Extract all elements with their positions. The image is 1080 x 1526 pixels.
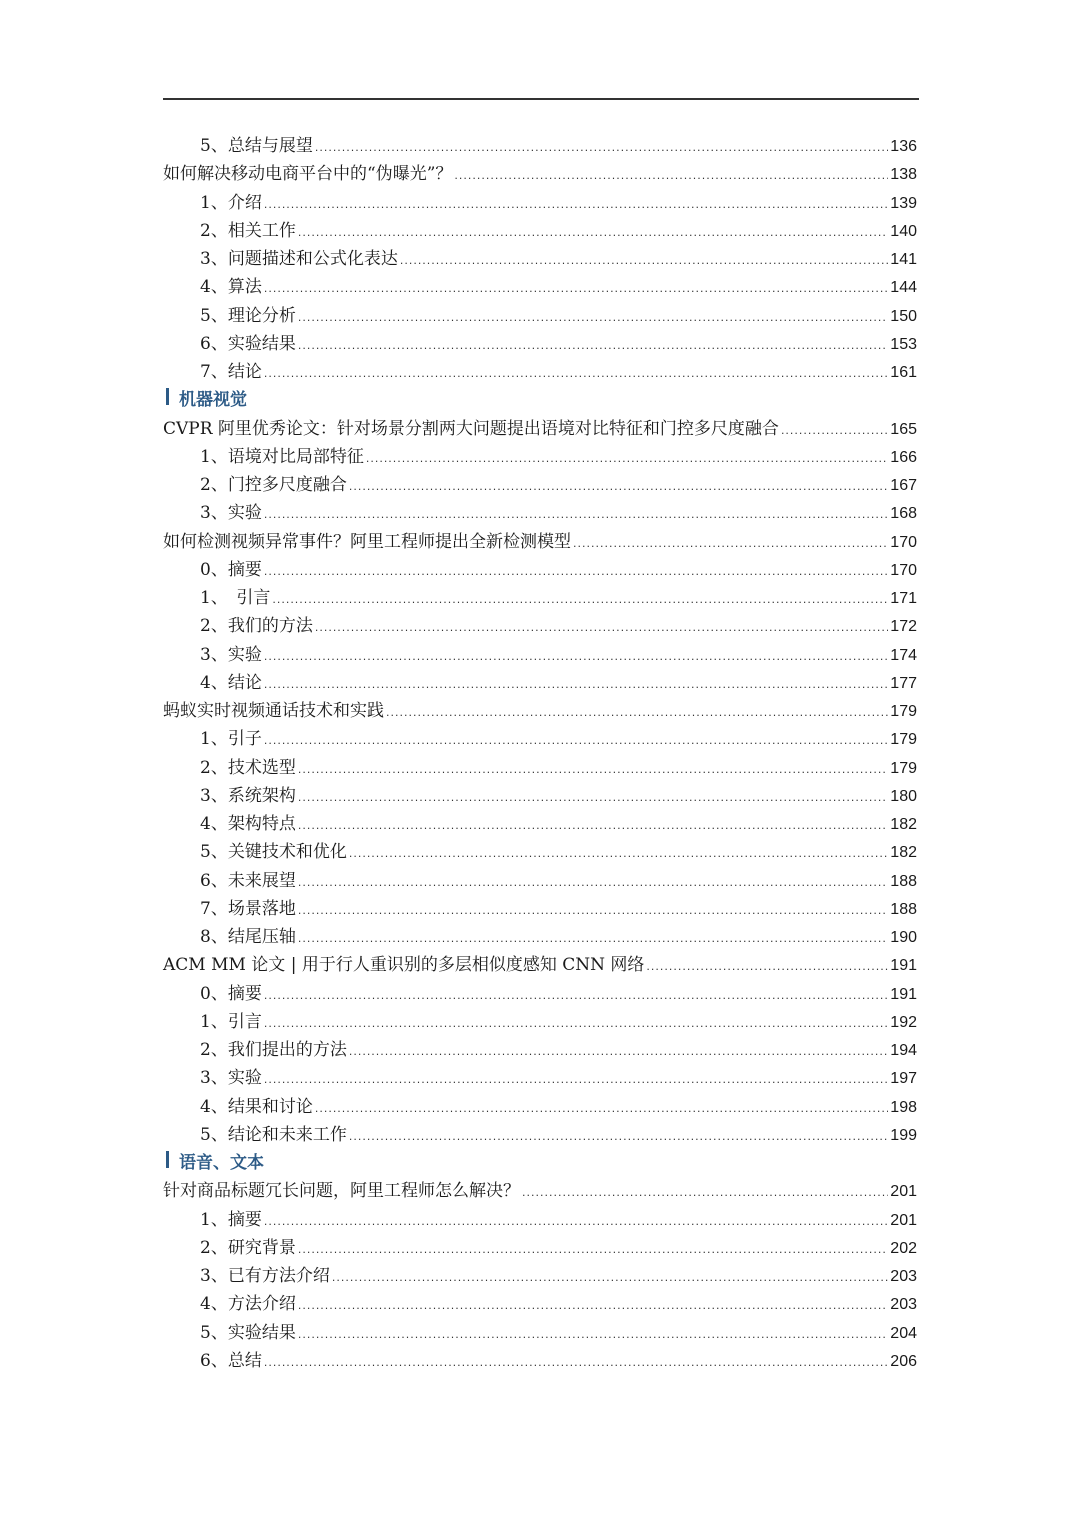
page-number: 153	[890, 335, 917, 353]
toc-subentry[interactable]	[163, 302, 917, 330]
page-number: 179	[890, 731, 917, 749]
entry-title: 6、总结	[200, 1350, 262, 1371]
page-number: 192	[890, 1013, 917, 1031]
toc-subentry[interactable]	[163, 641, 917, 669]
page-number: 204	[890, 1324, 917, 1342]
page-number: 198	[890, 1098, 917, 1116]
dot-leader	[298, 812, 888, 840]
dot-leader	[298, 897, 888, 925]
entry-title: 1、引子	[200, 729, 262, 750]
toc-subentry[interactable]	[163, 499, 917, 527]
entry-title: ACM MM 论文 | 用于行人重识别的多层相似度感知 CNN 网络	[163, 955, 645, 976]
page-number: 166	[890, 448, 917, 466]
toc-subentry[interactable]	[163, 1347, 917, 1375]
dot-leader	[264, 275, 888, 303]
page-number: 171	[890, 590, 917, 607]
section-bar-icon	[166, 388, 169, 405]
entry-title: 3、实验	[200, 503, 262, 524]
toc-subentry[interactable]	[163, 245, 917, 273]
entry-title: 0、摘要	[200, 983, 262, 1004]
section-title: 语音、文本	[179, 1153, 264, 1173]
entry-title: 5、实验结果	[200, 1322, 296, 1343]
dot-leader	[315, 614, 888, 642]
toc-entry[interactable]	[163, 1177, 917, 1205]
dot-leader	[522, 1179, 888, 1207]
entry-title: 5、理论分析	[200, 305, 296, 326]
page-number: 182	[890, 816, 917, 833]
entry-title: 5、关键技术和优化	[200, 842, 347, 863]
page-number: 136	[890, 138, 917, 155]
dot-leader	[264, 727, 888, 755]
entry-title: 2、技术选型	[200, 757, 296, 778]
toc-subentry[interactable]	[163, 669, 917, 697]
page-number: 174	[890, 646, 917, 664]
dot-leader	[646, 953, 888, 981]
dot-leader	[298, 756, 888, 784]
toc-subentry[interactable]	[163, 895, 917, 923]
dot-leader	[264, 360, 888, 388]
toc-subentry[interactable]	[163, 1036, 917, 1064]
entry-title: 3、系统架构	[200, 785, 296, 806]
dot-leader	[264, 1010, 888, 1038]
entry-title: 4、架构特点	[200, 814, 296, 834]
toc-subentry[interactable]	[163, 867, 917, 895]
toc-subentry[interactable]	[163, 1121, 917, 1149]
dot-leader	[349, 473, 888, 501]
page-number: 202	[890, 1239, 917, 1257]
dot-leader	[349, 840, 888, 868]
page-number: 199	[890, 1126, 917, 1144]
page-number: 140	[890, 222, 917, 240]
toc-subentry[interactable]	[163, 1319, 917, 1347]
page-number: 191	[890, 957, 917, 975]
toc-section-heading	[163, 386, 917, 414]
toc-subentry[interactable]	[163, 358, 917, 386]
toc-subentry[interactable]	[163, 1064, 917, 1092]
dot-leader	[349, 1038, 888, 1066]
dot-leader	[264, 1066, 888, 1094]
entry-title: 3、实验	[200, 644, 262, 665]
dot-leader	[298, 1236, 888, 1264]
table-of-contents	[163, 132, 917, 1375]
page-number: 141	[890, 251, 917, 268]
entry-title: 针对商品标题冗长问题，阿里工程师怎么解决？	[163, 1181, 520, 1202]
page-number: 203	[890, 1268, 917, 1285]
toc-entry[interactable]	[163, 528, 917, 556]
page-number: 138	[890, 166, 917, 184]
toc-entry[interactable]	[163, 697, 917, 725]
dot-leader	[264, 1208, 888, 1236]
page-number: 197	[890, 1070, 917, 1088]
page-number: 206	[890, 1352, 917, 1370]
page-number: 144	[890, 279, 917, 297]
dot-leader	[332, 1264, 888, 1292]
entry-title: 蚂蚁实时视频通话技术和实践	[163, 701, 384, 721]
entry-title: 1、介绍	[200, 192, 262, 213]
entry-title: 4、算法	[200, 277, 262, 298]
page-number: 180	[890, 787, 917, 805]
entry-title: 3、已有方法介绍	[200, 1266, 330, 1286]
toc-subentry[interactable]	[163, 725, 917, 753]
page-number: 201	[890, 1183, 917, 1201]
toc-subentry[interactable]	[163, 612, 917, 640]
toc-subentry[interactable]	[163, 838, 917, 866]
dot-leader	[315, 134, 888, 162]
toc-subentry[interactable]	[163, 1008, 917, 1036]
page-number: 161	[890, 364, 917, 381]
toc-subentry[interactable]	[163, 443, 917, 471]
page-number: 201	[890, 1211, 917, 1229]
toc-subentry[interactable]	[163, 754, 917, 782]
entry-title: CVPR 阿里优秀论文：针对场景分割两大问题提出语境对比特征和门控多尺度融合	[163, 418, 779, 439]
entry-title: 1、摘要	[200, 1209, 262, 1230]
entry-title: 4、结论	[200, 672, 262, 693]
dot-leader	[298, 304, 888, 332]
entry-title: 6、未来展望	[200, 870, 296, 891]
toc-entry[interactable]	[163, 951, 917, 979]
page-number: 179	[890, 759, 917, 777]
entry-title: 1、语境对比局部特征	[200, 446, 364, 467]
toc-subentry[interactable]	[163, 1093, 917, 1121]
entry-title: 3、实验	[200, 1068, 262, 1089]
entry-title: 6、实验结果	[200, 333, 296, 354]
page-number: 167	[890, 477, 917, 494]
page-number: 177	[890, 674, 917, 692]
toc-subentry[interactable]	[163, 810, 917, 838]
section-bar-icon	[166, 1151, 169, 1168]
page-number: 179	[890, 703, 917, 720]
toc-subentry[interactable]	[163, 1206, 917, 1234]
toc-subentry[interactable]	[163, 189, 917, 217]
entry-title: 7、场景落地	[200, 898, 296, 919]
dot-leader	[264, 191, 888, 219]
toc-subentry[interactable]	[163, 584, 917, 612]
entry-title: 0、摘要	[200, 559, 262, 580]
page-number: 170	[890, 533, 917, 551]
dot-leader	[264, 982, 888, 1010]
toc-entry[interactable]	[163, 160, 917, 188]
dot-leader	[573, 530, 888, 558]
entry-title: 如何检测视频异常事件？阿里工程师提出全新检测模型	[163, 531, 571, 552]
page-number: 165	[890, 420, 917, 438]
dot-leader	[349, 1123, 888, 1151]
entry-title: 1、引言	[200, 1011, 262, 1032]
toc-subentry[interactable]	[163, 330, 917, 358]
entry-title: 4、结果和讨论	[200, 1096, 313, 1117]
dot-leader	[298, 219, 888, 247]
dot-leader	[315, 1095, 888, 1123]
entry-title: 2、相关工作	[200, 220, 296, 241]
dot-leader	[298, 925, 888, 953]
entry-title: 8、结尾压轴	[200, 927, 296, 947]
entry-title: 2、我们提出的方法	[200, 1040, 347, 1060]
dot-leader	[298, 1292, 888, 1320]
dot-leader	[400, 247, 888, 275]
dot-leader	[298, 869, 888, 897]
entry-title: 7、结论	[200, 362, 262, 382]
dot-leader	[264, 1349, 888, 1377]
page-number: 194	[890, 1042, 917, 1059]
toc-subentry[interactable]	[163, 556, 917, 584]
dot-leader	[386, 699, 888, 727]
entry-title: 2、研究背景	[200, 1237, 296, 1258]
dot-leader	[264, 671, 888, 699]
dot-leader	[264, 558, 888, 586]
dot-leader	[264, 501, 888, 529]
entry-title: 3、问题描述和公式化表达	[200, 249, 398, 269]
entry-title: 如何解决移动电商平台中的“伪曝光”？	[163, 164, 453, 185]
entry-title: 5、结论和未来工作	[200, 1124, 347, 1145]
section-title: 机器视觉	[179, 390, 247, 411]
entry-title: 4、方法介绍	[200, 1294, 296, 1315]
page-number: 150	[890, 307, 917, 325]
toc-subentry[interactable]	[163, 273, 917, 301]
entry-title: 2、我们的方法	[200, 616, 313, 637]
entry-title: 1、 引言	[200, 588, 271, 608]
page-number: 172	[890, 618, 917, 636]
header-rule	[163, 98, 919, 100]
toc-subentry[interactable]	[163, 132, 917, 160]
toc-subentry[interactable]	[163, 980, 917, 1008]
entry-title: 2、门控多尺度融合	[200, 475, 347, 495]
page-number: 191	[890, 985, 917, 1003]
toc-subentry[interactable]	[163, 1262, 917, 1290]
page-number: 190	[890, 929, 917, 946]
dot-leader	[781, 417, 888, 445]
page-number: 203	[890, 1296, 917, 1314]
page-number: 170	[890, 561, 917, 579]
entry-title: 5、总结与展望	[200, 136, 313, 156]
dot-leader	[298, 332, 888, 360]
toc-subentry[interactable]	[163, 782, 917, 810]
dot-leader	[298, 1321, 888, 1349]
dot-leader	[264, 643, 888, 671]
toc-subentry[interactable]	[163, 217, 917, 245]
dot-leader	[298, 784, 888, 812]
dot-leader	[366, 445, 888, 473]
toc-subentry[interactable]	[163, 1290, 917, 1318]
toc-entry[interactable]	[163, 415, 917, 443]
page-number: 188	[890, 900, 917, 918]
toc-subentry[interactable]	[163, 923, 917, 951]
page-number: 182	[890, 844, 917, 862]
dot-leader	[454, 162, 888, 190]
page-number: 188	[890, 872, 917, 890]
toc-subentry[interactable]	[163, 1234, 917, 1262]
page-number: 139	[890, 194, 917, 212]
dot-leader	[272, 586, 888, 614]
toc-subentry[interactable]	[163, 471, 917, 499]
toc-section-heading	[163, 1149, 917, 1177]
page-number: 168	[890, 505, 917, 523]
